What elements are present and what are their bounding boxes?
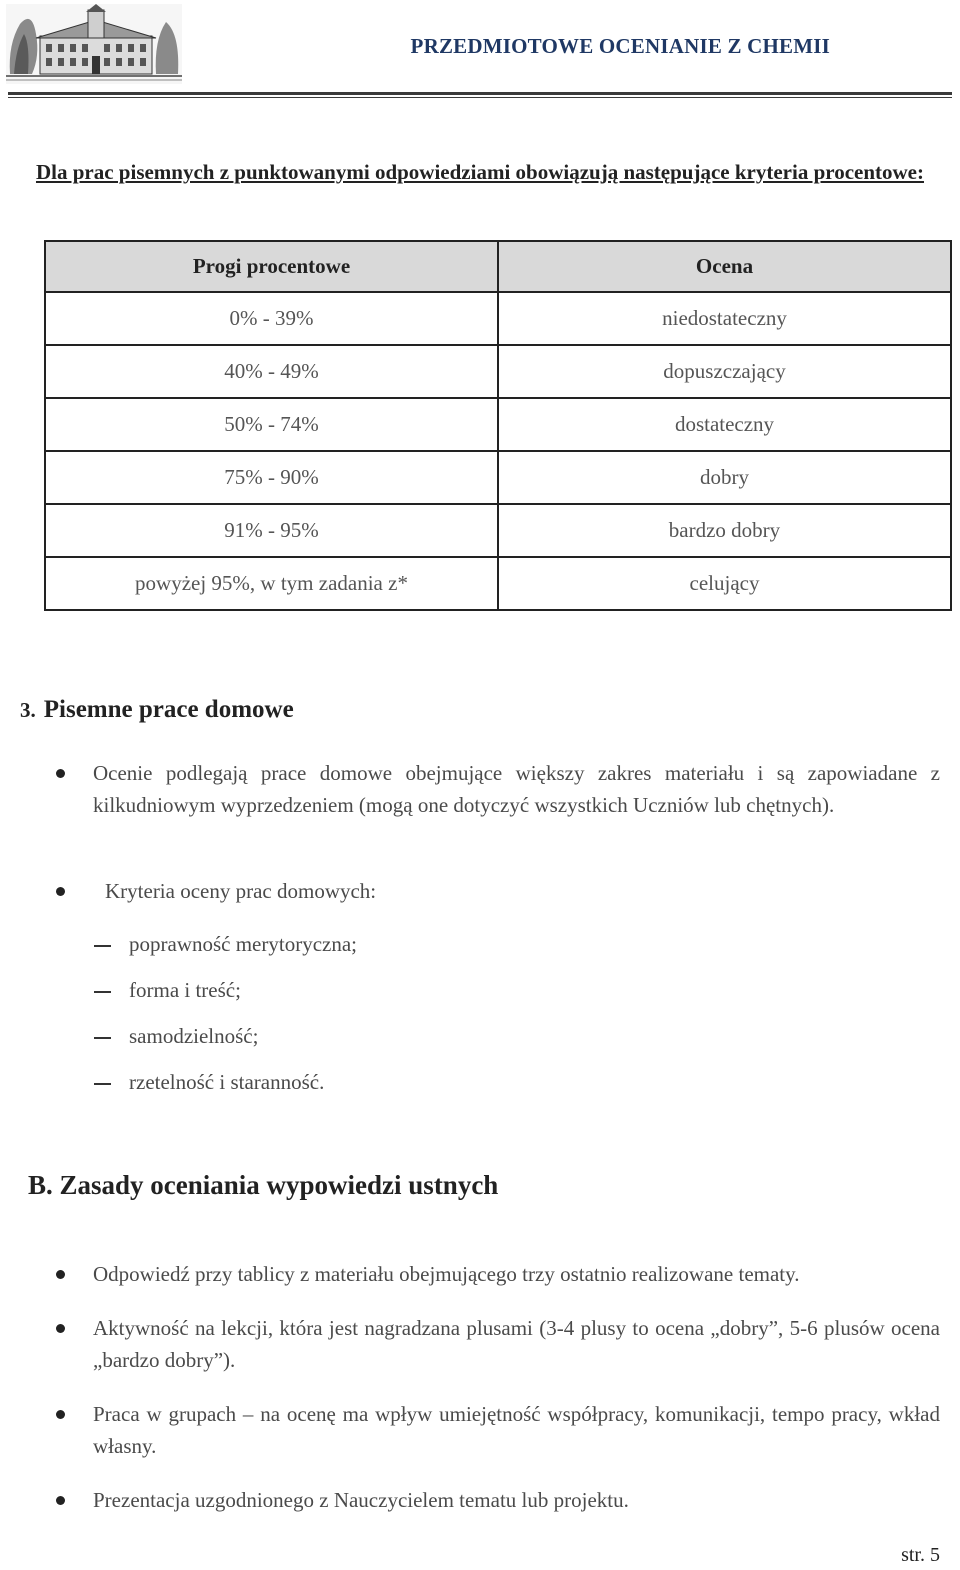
oral-item: Prezentacja uzgodnionego z Nauczycielem tematu lub projektu. — [93, 1488, 629, 1512]
document-title: PRZEDMIOTOWE OCENIANIE Z CHEMII — [410, 34, 830, 58]
grade-cell: bardzo dobry — [498, 504, 951, 557]
grade-cell: dopuszczający — [498, 345, 951, 398]
section-b-heading: B. Zasady oceniania wypowiedzi ustnych — [28, 1170, 499, 1200]
bullet-icon — [56, 1410, 65, 1419]
bullet-icon — [56, 1496, 65, 1505]
criteria-intro: Kryteria oceny prac domowych: — [105, 879, 377, 903]
threshold-cell: 91% - 95% — [45, 504, 498, 557]
grade-threshold-table — [44, 240, 952, 611]
bullet-icon — [56, 887, 65, 896]
grade-cell: celujący — [498, 557, 951, 610]
bullet-icon — [56, 769, 65, 778]
table-row — [45, 398, 951, 451]
criteria-item: forma i treść; — [129, 978, 241, 1002]
header-divider — [8, 92, 952, 95]
grade-cell: dobry — [498, 451, 951, 504]
table-row — [45, 557, 951, 610]
page-number: str. 5 — [901, 1544, 940, 1566]
school-building-logo — [6, 4, 182, 84]
percentage-criteria-intro: Dla prac pisemnych z punktowanymi odpowiedziami obowiązują następujące kryteria procentowe: — [35, 160, 924, 184]
oral-item: Odpowiedź przy tablicy z materiału obejmującego trzy ostatnio realizowane tematy. — [93, 1262, 800, 1286]
criteria-item: samodzielność; — [129, 1024, 259, 1048]
column-header-thresholds: Progi procentowe — [45, 241, 498, 292]
threshold-cell: 50% - 74% — [45, 398, 498, 451]
threshold-cell: powyżej 95%, w tym zadania z* — [45, 557, 498, 610]
header-divider-thin — [8, 97, 952, 98]
dash-icon — [94, 1083, 111, 1085]
criteria-item: rzetelność i staranność. — [129, 1070, 325, 1094]
bullet-icon — [56, 1270, 65, 1279]
grade-cell: niedostateczny — [498, 292, 951, 345]
dash-icon — [94, 945, 111, 947]
homework-description: Ocenie podlegają prace domowe obejmujące większy zakres materiału i są zapowiadane z kilkudniowym wyprzedzeniem (mogą one dotyczyć wszystkich Uczniów lub chętnych). — [93, 761, 940, 817]
dash-icon — [94, 991, 111, 993]
oral-item: Aktywność na lekcji, która jest nagradzana plusami (3-4 plusy to ocena „dobry”, 5-6 plusów ocena „bardzo dobry”). — [93, 1316, 940, 1372]
table-header-row — [45, 241, 951, 292]
oral-item: Praca w grupach – na ocenę ma wpływ umiejętność współpracy, komunikacji, tempo pracy, wkład własny. — [93, 1402, 940, 1458]
table-row — [45, 345, 951, 398]
section-title: Pisemne prace domowe — [43, 696, 294, 723]
table-row — [45, 504, 951, 557]
section-number: 3. — [20, 698, 36, 722]
threshold-cell: 75% - 90% — [45, 451, 498, 504]
bullet-icon — [56, 1324, 65, 1333]
table-row — [45, 451, 951, 504]
table-row — [45, 292, 951, 345]
column-header-grade: Ocena — [498, 241, 951, 292]
grade-cell: dostateczny — [498, 398, 951, 451]
criteria-item: poprawność merytoryczna; — [129, 932, 357, 956]
threshold-cell: 0% - 39% — [45, 292, 498, 345]
threshold-cell: 40% - 49% — [45, 345, 498, 398]
section-3-heading — [20, 696, 294, 724]
page-header — [0, 0, 960, 100]
dash-icon — [94, 1037, 111, 1039]
